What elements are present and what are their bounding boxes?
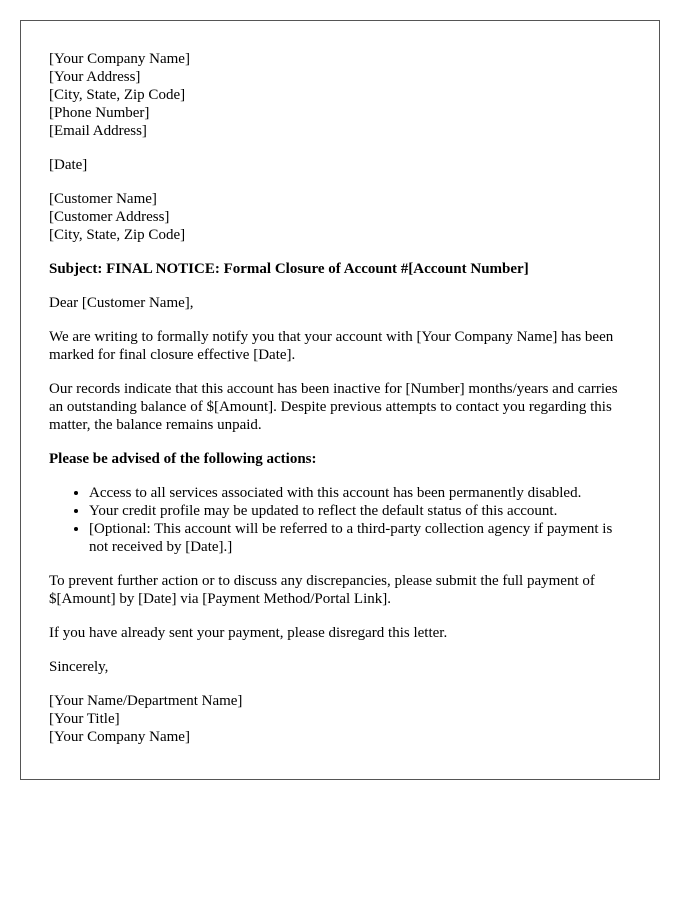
salutation: Dear [Customer Name], <box>49 295 194 311</box>
intro-paragraph: We are writing to formally notify you that your account with [Your Company Name] has been marked for final closure effective [Date]. <box>49 329 614 363</box>
sender-address: [Your Address] <box>49 69 141 85</box>
sender-city-state-zip: [City, State, Zip Code] <box>49 87 186 103</box>
signature-company: [Your Company Name] <box>49 729 190 745</box>
closing: Sincerely, <box>49 659 109 675</box>
signature-title: [Your Title] <box>49 711 120 727</box>
list-item: • Access to all services associated with this account has been permanently disabled. <box>89 484 631 502</box>
signature-block <box>49 692 631 746</box>
letter-document <box>20 20 660 780</box>
recipient-name: [Customer Name] <box>49 191 157 207</box>
list-item: • [Optional: This account will be referred to a third-party collection agency if payment is not received by [Date].] <box>89 520 631 556</box>
subject-line: Subject: FINAL NOTICE: Formal Closure of Account #[Account Number] <box>49 261 529 277</box>
sender-company-name: [Your Company Name] <box>49 51 190 67</box>
prevent-paragraph: To prevent further action or to discuss any discrepancies, please submit the full payment of $[Amount] by [Date] via [Payment Method/Portal Link]. <box>49 573 595 607</box>
sender-block <box>49 50 631 140</box>
sender-phone: [Phone Number] <box>49 105 150 121</box>
disregard-paragraph: If you have already sent your payment, please disregard this letter. <box>49 625 448 641</box>
recipient-city-state-zip: [City, State, Zip Code] <box>49 227 186 243</box>
actions-heading: Please be advised of the following actions: <box>49 451 317 467</box>
recipient-block <box>49 190 631 244</box>
signature-name: [Your Name/Department Name] <box>49 693 243 709</box>
records-paragraph: Our records indicate that this account has been inactive for [Number] months/years and carries an outstanding balance of $[Amount]. Despite previous attempts to contact you regarding this matter, the balance remains unpaid. <box>49 381 618 433</box>
letter-date: [Date] <box>49 157 88 173</box>
list-item: • Your credit profile may be updated to reflect the default status of this account. <box>89 502 631 520</box>
actions-list <box>49 484 631 556</box>
recipient-address: [Customer Address] <box>49 209 170 225</box>
sender-email: [Email Address] <box>49 123 147 139</box>
